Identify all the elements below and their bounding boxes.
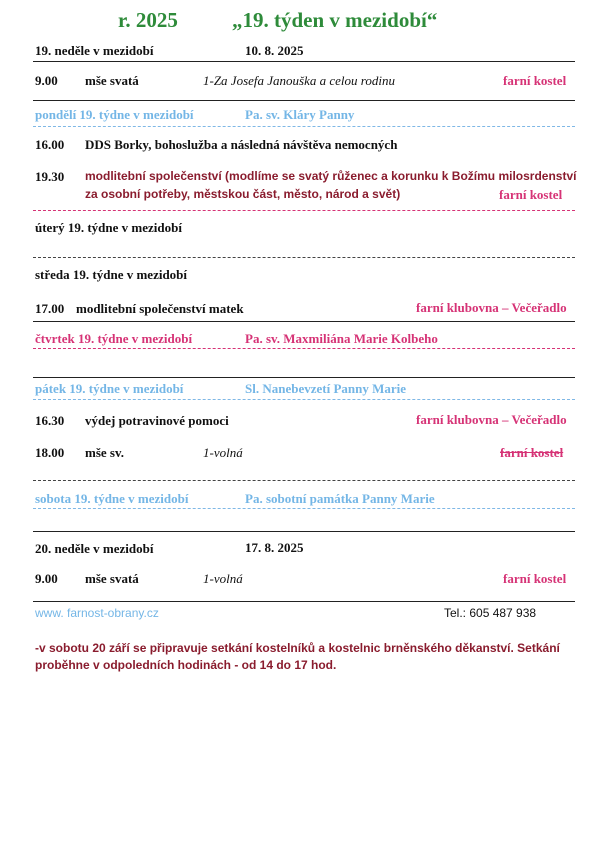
sunday2-date: 17. 8. 2025 — [245, 540, 304, 555]
divider — [33, 61, 575, 62]
friday-day: pátek 19. týdne v mezidobí — [35, 381, 184, 396]
sunday1-intention: 1-Za Josefa Janouška a celou rodinu — [203, 73, 395, 88]
monday-ev2-time: 19.30 — [35, 169, 65, 184]
monday-ev1-time: 16.00 — [35, 137, 65, 152]
monday-ev2-place: farní kostel — [499, 187, 563, 202]
sunday1-event: mše svatá — [85, 73, 139, 88]
sunday2-place: farní kostel — [503, 571, 567, 586]
wednesday-event: modlitební společenství matek — [76, 301, 244, 316]
notice-text: -v sobotu 20 září se připravuje setkání kostelníků a kostelnic brněnského děkanství. Setkání proběhne v odpoledních hodinách - od 14 do 17 hod. — [35, 641, 560, 672]
friday-ev2-text: mše sv. — [85, 445, 124, 460]
friday-ev1-time: 16.30 — [35, 413, 65, 428]
friday-ev2-place: farní kostel — [500, 445, 564, 460]
divider — [33, 210, 575, 211]
divider — [33, 321, 575, 322]
divider — [33, 377, 575, 378]
divider — [33, 508, 575, 509]
divider — [33, 126, 575, 127]
divider — [33, 257, 575, 258]
wednesday-place: farní klubovna – Večeřadlo — [416, 300, 567, 315]
sunday1-time: 9.00 — [35, 73, 58, 88]
divider — [33, 531, 575, 532]
sunday2-intention: 1-volná — [203, 571, 243, 586]
phone-number: Tel.: 605 487 938 — [444, 606, 537, 620]
week-title: „19. týden v mezidobí“ — [232, 8, 438, 32]
divider — [33, 601, 575, 602]
friday-ev1-place: farní klubovna – Večeřadlo — [416, 412, 567, 427]
monday-day: pondělí 19. týdne v mezidobí — [35, 107, 194, 122]
thursday-day: čtvrtek 19. týdne v mezidobí — [35, 331, 193, 346]
sunday1-place: farní kostel — [503, 73, 567, 88]
sunday2-day: 20. neděle v mezidobí — [35, 541, 154, 556]
thursday-feast: Pa. sv. Maxmiliána Marie Kolbeho — [245, 331, 438, 346]
website-link[interactable]: www. farnost-obrany.cz — [35, 606, 159, 620]
year-title: r. 2025 — [118, 8, 178, 32]
sunday2-time: 9.00 — [35, 571, 58, 586]
divider — [33, 399, 575, 400]
monday-feast: Pa. sv. Kláry Panny — [245, 107, 355, 122]
divider — [33, 348, 575, 349]
monday-ev2-line2: za osobní potřeby, městskou část, město, národ a svět) — [85, 187, 401, 201]
wednesday-day: středa 19. týdne v mezidobí — [35, 267, 188, 282]
tuesday-day: úterý 19. týdne v mezidobí — [35, 220, 182, 235]
wednesday-time: 17.00 — [35, 301, 65, 316]
sunday1-day: 19. neděle v mezidobí — [35, 43, 154, 58]
sunday1-date: 10. 8. 2025 — [245, 43, 304, 58]
sunday2-event: mše svatá — [85, 571, 139, 586]
friday-ev2-intention: 1-volná — [203, 445, 243, 460]
divider — [33, 480, 575, 481]
saturday-day: sobota 19. týdne v mezidobí — [35, 491, 189, 506]
monday-ev2-line1: modlitební společenství (modlíme se svatý růženec a korunku k Božímu milosrdenství — [85, 169, 577, 183]
monday-ev1-text: DDS Borky, bohoslužba a následná návštěva nemocných — [85, 137, 398, 152]
saturday-feast: Pa. sobotní památka Panny Marie — [245, 491, 435, 506]
friday-ev1-text: výdej potravinové pomoci — [85, 413, 229, 428]
friday-feast: Sl. Nanebevzetí Panny Marie — [245, 381, 407, 396]
divider — [33, 100, 575, 101]
friday-ev2-time: 18.00 — [35, 445, 65, 460]
